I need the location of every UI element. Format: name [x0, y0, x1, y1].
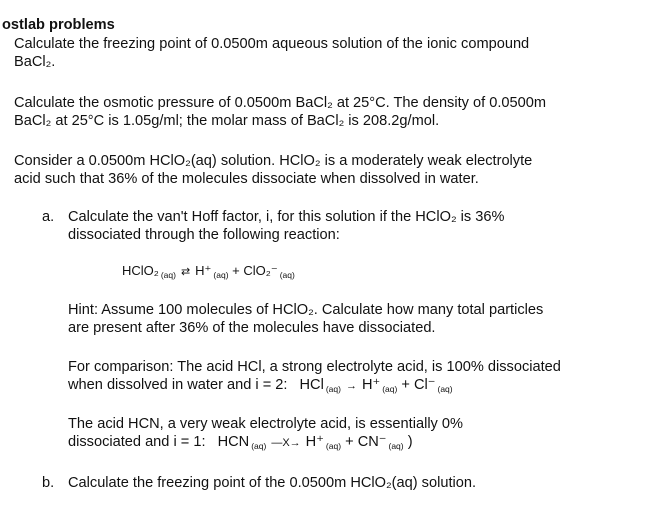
- hcn-line-1: The acid HCN, a very weak electrolyte acid, is essentially 0%: [68, 416, 464, 432]
- equilibrium-arrow-icon: ⇄: [180, 266, 191, 278]
- blocked-arrow-icon: —X→: [271, 437, 301, 449]
- hcl-reactant: HCl: [299, 377, 324, 393]
- problem-1-line-1: Calculate the freezing point of 0.0500m aqueous solution of the ionic compound: [14, 36, 530, 52]
- part-b-line-1: Calculate the freezing point of the 0.0500m HClO₂(aq) solution.: [68, 475, 477, 491]
- hcl-product-1: H⁺: [361, 377, 381, 393]
- eq-product-1: H⁺: [195, 263, 212, 278]
- eq-state-3: (aq): [279, 270, 295, 280]
- hcn-close-paren: ): [407, 434, 413, 450]
- hcl-state-2: (aq): [382, 384, 398, 394]
- hint-line-2: are present after 36% of the molecules have dissociated.: [68, 320, 436, 336]
- part-b-marker: b.: [42, 475, 55, 491]
- comparison-line-1: For comparison: The acid HCl, a strong electrolyte acid, is 100% dissociated: [68, 359, 561, 375]
- problem-2-line-1: Calculate the osmotic pressure of 0.0500m BaCl₂ at 25°C. The density of 0.0500m: [14, 95, 547, 111]
- problem-2-line-2: BaCl₂ at 25°C is 1.05g/ml; the molar mass of BaCl₂ is 208.2g/mol.: [14, 113, 440, 129]
- hcn-product-2: CN⁻: [357, 434, 387, 450]
- hcl-state-1: (aq): [325, 384, 341, 394]
- hcn-text: dissociated and i = 1:: [68, 434, 206, 450]
- part-a-marker: a.: [42, 209, 55, 225]
- eq-state-1: (aq): [160, 270, 176, 280]
- hcn-product-1: H⁺: [305, 434, 324, 450]
- eq-plus: +: [232, 263, 240, 278]
- hcn-state-2: (aq): [325, 441, 342, 451]
- eq-reactant: HClO₂: [122, 263, 159, 278]
- hcl-plus: +: [401, 377, 410, 393]
- hint-line-1: Hint: Assume 100 molecules of HClO₂. Calculate how many total particles: [68, 302, 544, 318]
- hcn-plus: +: [345, 434, 354, 450]
- reaction-equation: [122, 262, 295, 284]
- eq-state-2: (aq): [213, 270, 229, 280]
- comparison-line-2: [68, 376, 453, 398]
- hcl-product-2: Cl⁻: [414, 377, 436, 393]
- part-a-line-1: Calculate the van't Hoff factor, i, for this solution if the HClO₂ is 36%: [68, 209, 505, 225]
- comparison-text: when dissolved in water and i = 2:: [68, 377, 288, 393]
- hcn-line-2: [68, 433, 413, 455]
- problem-1-line-2: BaCl₂.: [14, 54, 56, 70]
- part-a-line-2: dissociated through the following reaction:: [68, 227, 340, 243]
- hcn-reactant: HCN: [217, 434, 250, 450]
- problem-3-line-1: Consider a 0.0500m HClO₂(aq) solution. HClO₂ is a moderately weak electrolyte: [14, 153, 533, 169]
- arrow-icon: →: [345, 380, 357, 392]
- hcn-state-1: (aq): [251, 441, 267, 451]
- problem-3-line-2: acid such that 36% of the molecules dissociate when dissolved in water.: [14, 171, 479, 187]
- hcn-state-3: (aq): [388, 441, 404, 451]
- sheet-title: ostlab problems: [2, 17, 115, 33]
- hcl-state-3: (aq): [437, 384, 453, 394]
- eq-product-2: ClO₂⁻: [243, 263, 278, 278]
